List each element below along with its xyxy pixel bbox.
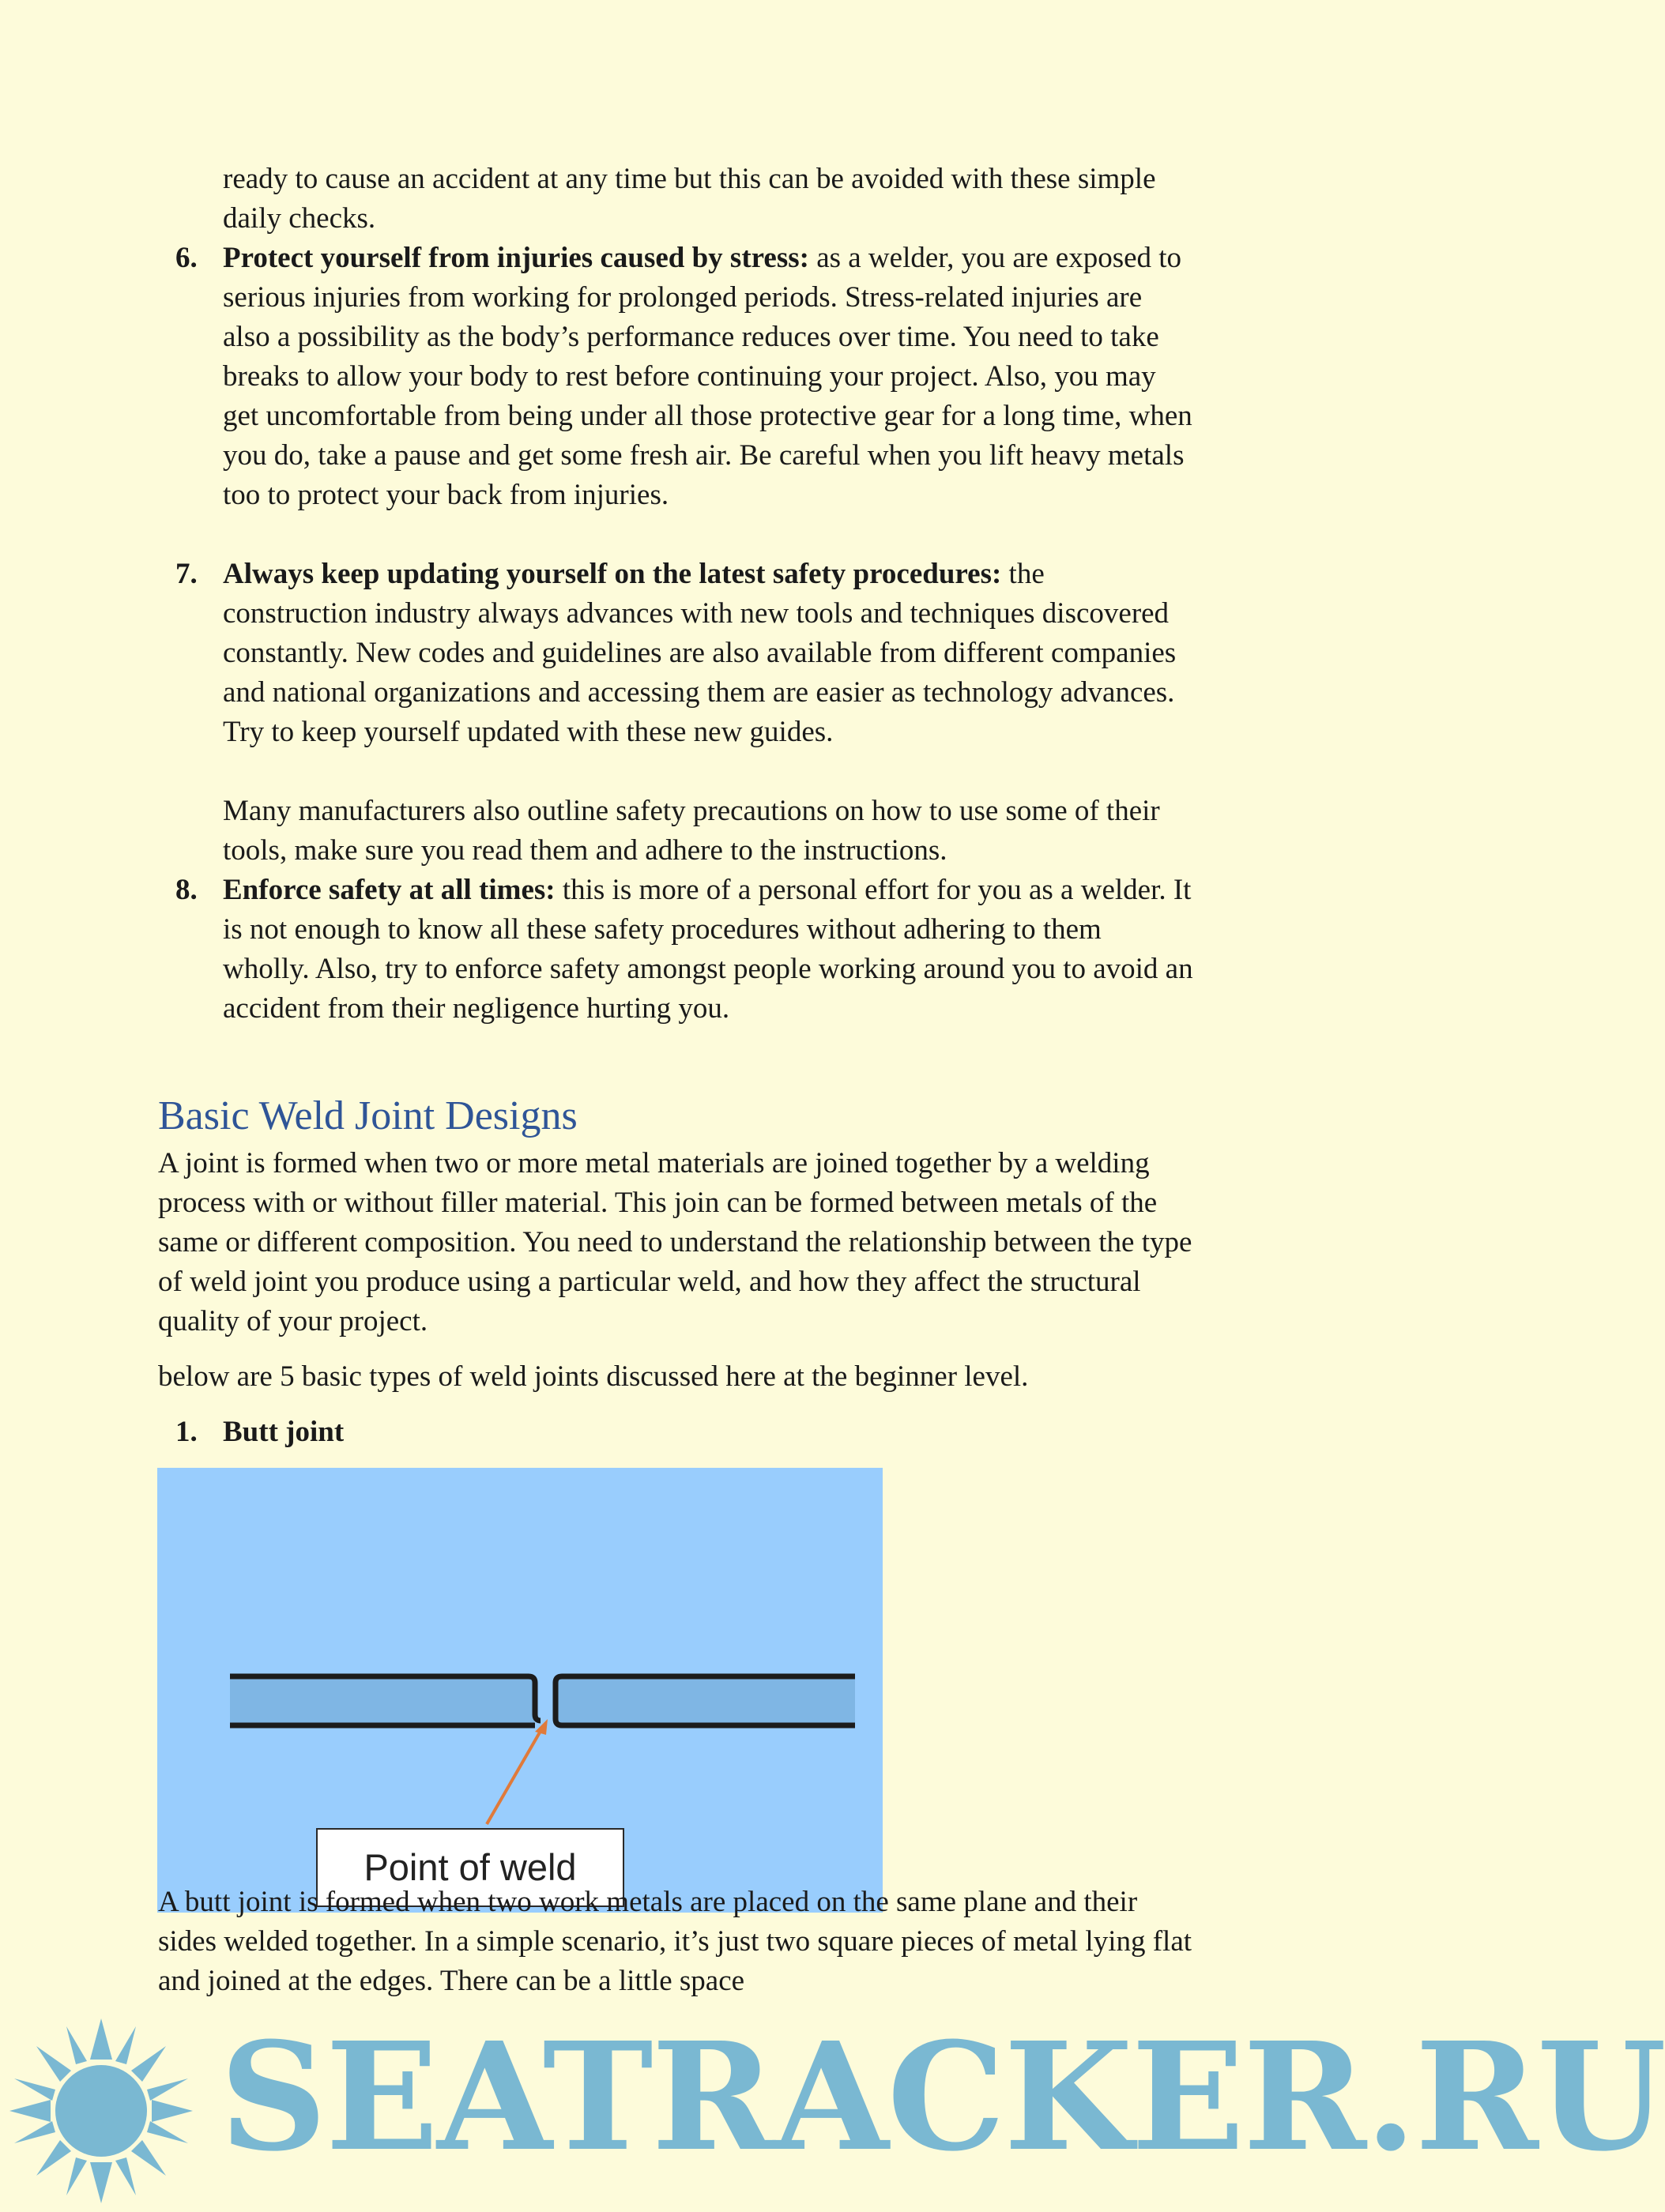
list-number-7: 7.: [175, 558, 198, 590]
list-item-6: [223, 239, 1195, 515]
joint-list-title: Butt joint: [223, 1416, 345, 1448]
list-item-7-title: Always keep updating yourself on the latest safety procedures:: [223, 558, 1002, 590]
list-item-8: [223, 871, 1195, 1029]
watermark-text: SEATRACKER.RU: [220, 2010, 1665, 2184]
left-metal-plate: [230, 1676, 534, 1725]
list-item-7-extra: Many manufacturers also outline safety precautions on how to use some of their tools, make sure you read them and adhere to the instructions.: [223, 795, 1160, 867]
weld-pointer-arrow: [487, 1727, 543, 1824]
list-number-6: 6.: [175, 242, 198, 274]
list-item-8-text: this is more of a personal effort for you as a welder. It is not enough to know all these safety procedures without adhering to them wholly. Also, try to enforce safety amongst people working around you to avoid an accident from their negligence hurting you.: [223, 874, 1193, 1025]
point-of-weld-callout: Point of weld: [316, 1828, 624, 1907]
right-metal-plate: [556, 1676, 855, 1725]
list-item-6-title: Protect yourself from injuries caused by stress:: [223, 242, 809, 274]
list-item-7-text: the construction industry always advances with new tools and techniques discovered constantly. New codes and guidelines are also available from different companies and national organizations and accessing them are easier as technology advances. Try to keep yourself updated with these new guides.: [223, 558, 1177, 748]
list-number-8: 8.: [175, 874, 198, 906]
list-item-8-title: Enforce safety at all times:: [223, 874, 556, 906]
list-item-7: [223, 555, 1195, 752]
joint-list-item: [223, 1413, 1195, 1452]
intro-paragraph: A joint is formed when two or more metal materials are joined together by a welding process with or without filler material. This join can be formed between metals of the same or different composition. You need to understand the relationship between the type of weld joint you produce using a particular weld, and how they affect the structural quality of your project.: [158, 1147, 1192, 1337]
continued-paragraph: ready to cause an accident at any time but this can be avoided with these simple daily checks.: [223, 163, 1156, 235]
joint-list-number: 1.: [175, 1416, 198, 1448]
list-item-6-text: as a welder, you are exposed to serious injuries from working for prolonged periods. Stress-related injuries are also a possibility as the body’s performance reduces over time. You need to take breaks to allow your body to rest before continuing your project. Also, you may get uncomfortable from being under all those protective gear for a long time, when you do, take a pause and get some fresh air. Be careful when you lift heavy metals too to protect your back from injuries.: [223, 242, 1192, 511]
lead-paragraph: below are 5 basic types of weld joints discussed here at the beginner level.: [158, 1360, 1029, 1393]
section-heading: Basic Weld Joint Designs: [158, 1093, 578, 1138]
butt-joint-paragraph: A butt joint is formed when two work metals are placed on the same plane and their sides welded together. In a simple scenario, it’s just two square pieces of metal lying flat and joined at the edges. There can be a little space: [158, 1886, 1192, 1997]
